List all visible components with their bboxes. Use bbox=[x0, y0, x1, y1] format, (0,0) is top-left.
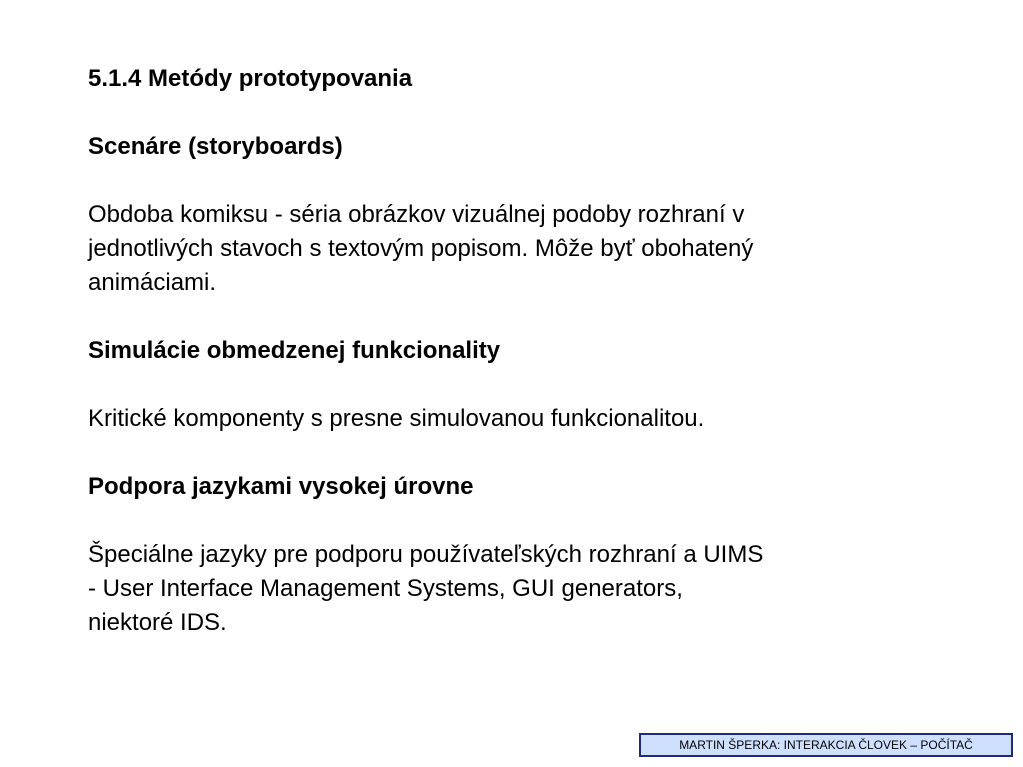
spacer bbox=[88, 300, 988, 334]
section-text-simulations bbox=[88, 402, 988, 436]
text-line: niektoré IDS. bbox=[88, 609, 227, 636]
text-line: animáciami. bbox=[88, 269, 217, 296]
section-heading-simulations: Simulácie obmedzenej funkcionality bbox=[88, 337, 501, 364]
spacer bbox=[88, 368, 988, 402]
section-heading-storyboards: Scenáre (storyboards) bbox=[88, 133, 343, 160]
text-line: Špeciálne jazyky pre podporu používateľských rozhraní a UIMS bbox=[88, 541, 764, 568]
section-heading-high-level-languages: Podpora jazykami vysokej úrovne bbox=[88, 473, 474, 500]
slide-content bbox=[88, 62, 988, 640]
text-line: Kritické komponenty s presne simulovanou funkcionalitou. bbox=[88, 405, 705, 432]
section-text-high-level-languages bbox=[88, 538, 988, 640]
spacer bbox=[88, 436, 988, 470]
spacer bbox=[88, 504, 988, 538]
spacer bbox=[88, 96, 988, 130]
section-text-storyboards bbox=[88, 198, 988, 300]
spacer bbox=[88, 164, 988, 198]
text-line: - User Interface Management Systems, GUI generators, bbox=[88, 575, 683, 602]
footer-author-banner: MARTIN ŠPERKA: INTERAKCIA ČLOVEK – POČÍTAČ bbox=[639, 733, 1013, 757]
slide-title: 5.1.4 Metódy prototypovania bbox=[88, 65, 413, 92]
text-line: Obdoba komiksu - séria obrázkov vizuálnej podoby rozhraní v bbox=[88, 201, 745, 228]
text-line: jednotlivých stavoch s textovým popisom. Môže byť obohatený bbox=[88, 235, 754, 262]
